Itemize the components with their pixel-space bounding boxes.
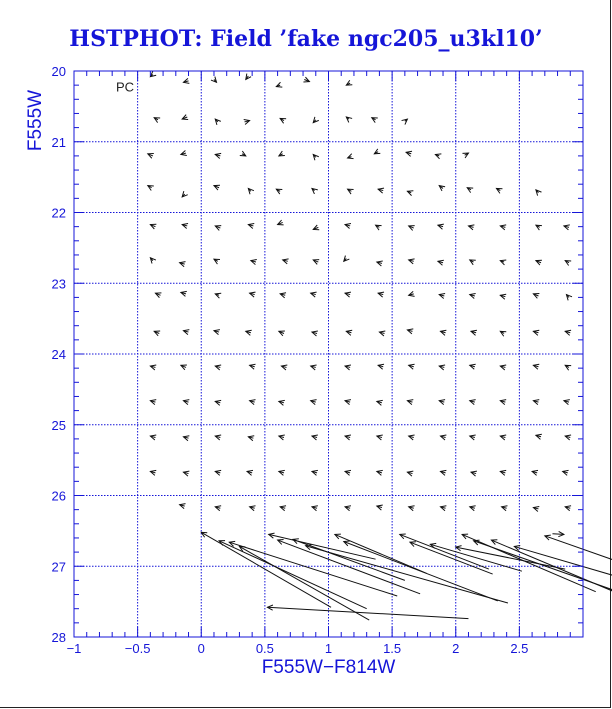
vector-arrow [269,533,376,559]
vector-arrow [150,400,156,405]
vector-head [313,154,319,160]
vector-arrow [456,546,565,569]
vector-arrow [150,224,156,229]
vector-arrow [500,331,506,336]
vector-arrow [248,436,254,441]
vector-arrow [346,330,352,335]
vector-shaft [514,546,612,588]
vector-head [496,188,502,193]
vector-arrow [280,293,286,298]
vector-arrow [500,260,506,265]
vector-arrow [182,223,188,228]
vector-arrow [345,223,351,228]
vector-arrow [533,330,539,335]
x-axis-label: F555W−F814W [261,657,396,678]
vector-arrow [536,190,542,196]
vector-arrow [155,293,161,298]
vector-arrow [409,435,415,440]
vector-arrow [435,154,441,159]
vector-arrow [565,330,571,335]
vector-arrow [345,400,351,405]
vector-arrow [407,191,413,196]
vector-head [500,260,506,265]
vector-arrow [311,400,317,405]
vector-arrow [279,151,285,156]
vector-field [148,71,612,620]
vector-arrow [565,435,571,440]
vector-arrow [313,117,319,123]
vector-arrow [500,400,506,405]
vector-arrow [500,365,506,370]
vector-arrow [181,151,187,156]
vector-head [348,154,354,159]
vector-arrow [502,506,508,511]
vector-head [248,188,254,194]
vector-arrow [514,545,612,588]
vector-arrow [215,153,221,158]
vector-arrow [154,118,160,123]
vector-arrow [303,77,309,82]
vector-arrow [409,291,415,296]
vector-arrow [439,294,445,299]
vector-arrow [279,470,285,475]
vector-head [148,186,154,191]
vector-head [150,258,156,264]
vector-arrow [250,506,256,511]
x-tick-label: −0.5 [124,641,151,656]
vector-arrow [407,471,413,476]
vector-arrow [281,365,287,370]
vector-head [215,293,221,298]
vector-head [372,118,378,123]
vector-arrow [440,330,446,335]
vector-shaft [269,534,376,559]
x-tick-label: 0 [197,641,205,656]
vector-arrow [407,329,413,334]
vector-arrow [565,506,571,511]
vector-arrow [313,260,319,265]
vector-arrow [250,364,256,369]
vector-arrow [215,293,221,298]
vector-arrow [377,400,383,405]
vector-arrow [215,470,221,475]
vector-head [276,82,282,87]
vector-arrow [409,506,415,511]
vector-head [214,259,220,264]
vector-arrow [214,259,220,264]
vector-arrow [250,292,256,297]
vector-arrow [312,470,318,475]
y-tick-label: 26 [51,488,66,504]
vector-arrow [377,261,383,266]
vector-shaft [267,607,468,618]
vector-head [182,191,188,197]
vector-arrow [345,435,351,440]
vector-arrow [406,151,412,156]
y-tick-label: 22 [51,205,66,221]
vector-arrow [181,365,187,370]
vector-arrow [348,189,354,194]
vector-arrow [154,331,160,336]
vector-arrow [244,119,250,124]
vector-arrow [439,186,445,191]
y-tick-label: 27 [51,559,66,575]
vector-head [500,331,506,336]
vector-arrow [180,262,186,267]
vector-arrow [214,330,220,335]
vector-head [279,151,285,156]
vector-arrow [312,435,318,440]
vector-arrow [409,364,415,369]
vector-arrow [276,82,282,87]
vector-arrow [248,188,254,194]
vector-arrow [377,505,383,510]
vector-head [346,117,352,122]
vector-arrow [248,223,254,228]
y-tick-label: 21 [51,134,66,150]
vector-arrow [279,331,285,336]
vector-head [211,77,217,83]
vector-arrow [150,365,156,370]
vector-head [536,225,542,230]
vector-arrow [439,400,445,405]
vector-arrow [246,330,252,335]
y-tick-label: 23 [51,276,66,292]
chart-title: HSTPHOT: Field ’fake ngc205_u3kl10’ [69,26,543,52]
vector-head [467,188,473,193]
vector-arrow [311,292,317,297]
x-tick-label: 0.5 [255,641,274,656]
tick-labels [52,64,529,656]
vector-arrow [214,185,220,190]
vector-arrow [313,225,319,230]
vector-arrow [533,294,539,299]
vector-head [376,225,382,230]
vector-arrow [182,191,188,197]
vector-arrow [312,331,318,336]
vector-arrow [276,189,282,194]
vector-arrow [378,188,384,193]
vector-arrow [372,118,378,123]
vector-arrow [148,153,154,158]
vector-arrow [182,115,188,120]
vector-head [276,189,282,194]
vector-arrow [471,330,477,335]
vector-arrow [247,470,253,475]
vector-arrow [348,154,354,159]
vector-arrow [345,292,351,297]
vector-arrow [536,260,542,265]
x-tick-label: 1 [324,641,333,656]
vector-arrow [345,506,351,511]
vector-arrow [250,400,256,405]
vector-arrow [564,225,570,230]
vector-arrow [313,154,319,160]
vector-arrow [215,119,221,125]
vector-head [536,190,542,196]
vector-shaft [462,534,596,591]
vector-head [150,71,156,76]
vector-arrow [150,71,156,76]
vector-arrow [500,225,506,230]
vector-head [344,256,350,262]
vector-arrow [376,225,382,230]
vector-head [435,154,441,159]
vector-arrow [467,188,473,193]
vector-head [215,119,221,125]
pc-annotation: PC [115,79,135,95]
y-tick-label: 25 [51,417,66,433]
vector-arrow [344,256,350,262]
vector-arrow [148,186,154,191]
vector-arrow [409,226,415,231]
vector-arrow [564,400,570,405]
vector-head [462,153,468,158]
vector-head [407,191,413,196]
vector-arrow [402,119,408,124]
vector-arrow [468,225,474,230]
vector-shaft [219,541,367,609]
vector-arrow [346,80,352,85]
vector-arrow [215,435,221,440]
vector-arrow [181,291,187,296]
x-tick-label: 2 [452,641,460,656]
vector-shaft [545,536,612,570]
y-tick-label: 24 [51,347,66,362]
vector-head [348,189,354,194]
vector-arrow [183,436,189,441]
vector-arrow [150,258,156,264]
vector-arrow [215,506,221,511]
vector-arrow [279,400,285,405]
vector-arrow [279,435,285,440]
vector-arrow [474,540,612,591]
vector-arrow [500,470,506,475]
y-tick-label: 20 [51,64,66,79]
vector-head [313,117,319,123]
vector-arrow [345,470,351,475]
vector-arrow [346,117,352,122]
vector-arrow [215,365,221,370]
vector-arrow [215,226,221,231]
vector-arrow [565,261,571,266]
vector-head [402,119,408,124]
vector-arrow [278,220,284,225]
vector-head [312,188,318,193]
vector-arrow [150,435,156,440]
vector-head [565,365,571,370]
vector-arrow [409,259,415,264]
vector-arrow [150,470,156,475]
vector-arrow [240,151,246,156]
x-tick-label: 1.5 [383,641,402,656]
vector-arrow [311,365,317,370]
vector-arrow [379,331,385,336]
vector-arrow [470,260,476,265]
vector-arrow [496,188,502,193]
vector-head [470,260,476,265]
vector-arrow [219,541,367,609]
vector-head [240,151,246,156]
vector-arrow [183,400,189,405]
vector-arrow [470,400,476,405]
vector-arrow [438,260,444,265]
vector-head [566,295,572,301]
vector-arrow [267,605,468,619]
vector-arrow [462,153,468,158]
vector-arrow [440,435,446,440]
vector-arrow [440,506,446,511]
y-tick-label: 28 [51,630,66,645]
x-tick-label: 2.5 [510,641,529,656]
vector-arrow [470,506,476,511]
vector-head [374,149,380,154]
vector-arrow [500,435,506,440]
vector-arrow [533,364,539,369]
vector-arrow [410,542,493,574]
vector-arrow [377,470,383,475]
vector-arrow [251,260,257,265]
vector-arrow [407,400,413,405]
vector-arrow [280,118,286,123]
vector-arrow [183,330,189,335]
vector-arrow [500,294,506,299]
vector-arrow [312,506,318,511]
vector-arrow [246,74,251,80]
x-tick-label: −1 [66,641,82,656]
vector-arrow [183,471,189,476]
vector-arrow [536,225,542,230]
vector-arrow [470,294,476,299]
vector-arrow [462,534,596,592]
vector-arrow [470,435,476,440]
vector-arrow [378,364,384,369]
vector-arrow [180,504,186,509]
vector-arrow [345,365,351,370]
vector-arrow [532,470,538,475]
vector-arrow [378,292,384,297]
vector-arrow [377,435,383,440]
vector-arrow [565,365,571,370]
vector-head [280,118,286,123]
vector-head [565,261,571,266]
vector-head [346,80,352,85]
vector-shaft [410,542,493,574]
vector-arrow [280,506,286,511]
vector-arrow [215,400,221,405]
vector-arrow [374,149,380,154]
vector-arrow [440,470,446,475]
vector-arrow [566,295,572,301]
vector-shaft [278,540,421,594]
vector-arrow [183,78,189,83]
vector-arrow [563,470,569,475]
vector-arrow [533,506,539,511]
vector-arrow [344,541,498,601]
vector-arrow [470,364,476,369]
vector-arrow [536,434,542,439]
vector-shaft [344,541,498,600]
vector-arrow [438,224,444,229]
vector-head [154,118,160,123]
vector-arrow [552,531,563,536]
vector-arrow [283,259,289,264]
vector-arrow [471,471,477,476]
vector-arrow [439,365,445,370]
vector-arrow [312,188,318,193]
y-axis-label: F555W [25,89,46,152]
vector-arrow [211,77,217,83]
vector-arrow [533,400,539,405]
